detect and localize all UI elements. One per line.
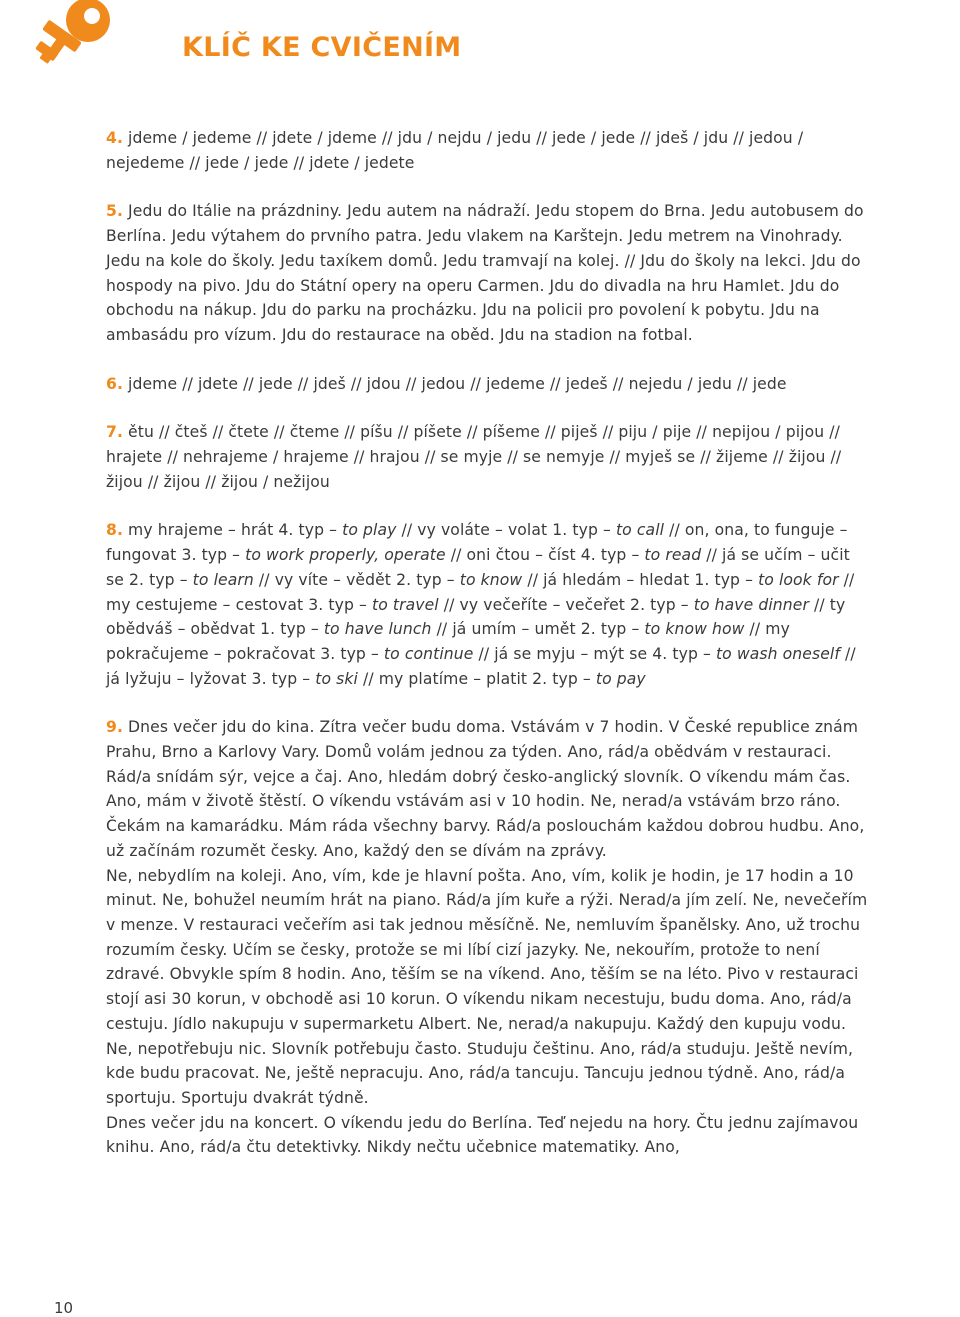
exercise-paragraph: Dnes večer jdu do kina. Zítra večer budu doma. Vstávám v 7 hodin. V České republice znám Prahu, Brno a Karlovy Vary. Domů volám jednou za týden. Ano, rád/a obědvám v restauraci. Rád/a snídám sýr, vejce a čaj. Ano, hledám dobrý česko-anglický slovník. O víkendu mám čas. Ano, mám v životě štěstí. O víkendu vstávám asi v 10 hodin. Ne, nerad/a vstávám brzo ráno. Čekám na kamarádku. Mám ráda všechny barvy. Rád/a poslouchám každou dobrou hudbu. Ano, už začínám rozumět česky. Ano, každý den se dívám na zprávy. xyxy=(106,718,865,860)
exercise-7 xyxy=(106,420,870,494)
exercise-number: 5. xyxy=(106,202,123,221)
english-gloss: to play xyxy=(342,521,397,540)
page-number: 10 xyxy=(54,1299,74,1317)
english-gloss: to work properly, operate xyxy=(245,546,446,565)
key-icon xyxy=(22,0,118,66)
exercise-text: // ty obědváš – obědvat 1. typ – xyxy=(106,595,846,639)
english-gloss: to know xyxy=(459,570,523,589)
exercise-text: ětu // čteš // čtete // čteme // píšu // píšete // píšeme // piješ // piju / pije // nepijou / pijou // hrajete // nehrajeme / hrajeme // hrajou // se myje // se nemyje // myješ se // žijeme // žijou // žijou // žijou // žijou / nežijou xyxy=(106,423,842,491)
english-gloss: to wash oneself xyxy=(715,644,840,663)
exercise-list xyxy=(106,126,870,1184)
english-gloss: to pay xyxy=(595,669,646,688)
exercise-9 xyxy=(106,715,870,1160)
exercise-8 xyxy=(106,518,870,691)
exercise-text: // my cestujeme – cestovat 3. typ – xyxy=(106,570,855,614)
exercise-number: 9. xyxy=(106,718,123,737)
english-gloss: to learn xyxy=(192,570,254,589)
english-gloss: to read xyxy=(644,546,702,565)
exercise-text: jdeme // jdete // jede // jdeš // jdou // jedou // jedeme // jedeš // nejedu / jedu // jede xyxy=(128,374,787,393)
exercise-text: // já lyžuju – lyžovat 3. typ – xyxy=(106,644,856,688)
exercise-text: // já se myju – mýt se 4. typ – xyxy=(473,644,716,663)
exercise-text: jdeme / jedeme // jdete / jdeme // jdu / nejdu / jedu // jede / jede // jdeš / jdu // jedou / nejedeme // jede / jede // jdete / jedete xyxy=(106,129,804,172)
english-gloss: to look for xyxy=(758,570,839,589)
exercise-6 xyxy=(106,372,870,397)
exercise-text: // oni čtou – číst 4. typ – xyxy=(445,546,645,565)
exercise-number: 6. xyxy=(106,374,123,393)
exercise-text: // já hledám – hledat 1. typ – xyxy=(522,570,759,589)
english-gloss: to know how xyxy=(644,620,745,639)
english-gloss: to ski xyxy=(315,669,358,688)
exercise-text: my hrajeme – hrát 4. typ – xyxy=(128,521,343,540)
english-gloss: to call xyxy=(615,521,665,540)
exercise-5 xyxy=(106,199,870,347)
exercise-number: 4. xyxy=(106,129,123,147)
exercise-text: Jedu do Itálie na prázdniny. Jedu autem na nádraží. Jedu stopem do Brna. Jedu autobusem do Berlína. Jedu výtahem do prvního patra. Jedu vlakem na Karštejn. Jedu metrem na Vinohrady. Jedu na kole do školy. Jedu taxíkem domů. Jedu tramvají na kolej. // Jdu do školy na lekci. Jdu do hospody na pivo. Jdu do Státní opery na operu Carmen. Jdu do divadla na hru Hamlet. Jdu do obchodu na nákup. Jdu do parku na procházku. Jdu na policii pro povolení k pobytu. Jdu na ambasádu pro vízum. Jdu do restaurace na oběd. Jdu na stadion na fotbal. xyxy=(106,202,864,344)
english-gloss: to travel xyxy=(371,595,439,614)
english-gloss: to have lunch xyxy=(323,620,432,639)
exercise-text: // já umím – umět 2. typ – xyxy=(431,620,645,639)
exercise-paragraph: Ne, nebydlím na koleji. Ano, vím, kde je hlavní pošta. Ano, vím, kolik je hodin, je 17 hodin a 10 minut. Ne, bohužel neumím hrát na piano. Rád/a jím kuře a rýži. Nerad/a jím zelí. Ne, nevečeřím v menze. V restauraci večeřím asi tak jednou měsíčně. Ne, nemluvím španělsky. Ano, už trochu rozumím česky. Učím se česky, protože se mi líbí cizí jazyky. Ne, nekouřím, protože to není zdravé. Obvykle spím 8 hodin. Ano, těším se na víkend. Ano, těším se na léto. Pivo v restauraci stojí asi 30 korun, v obchodě asi 10 korun. O víkendu nikam necestuju, budu doma. Ano, rád/a cestuju. Jídlo nakupuju v supermarketu Albert. Ne, nerad/a nakupuju. Každý den kupuju vodu. Ne, nepotřebuju nic. Slovník potřebuju často. Studuju češtinu. Ano, rád/a studuju. Ještě nevím, kde budu pracovat. Ne, ještě nepracuju. Ano, rád/a tancuju. Tancuju jednou týdně. Ano, rád/a sportuju. Sportuju dvakrát týdně. xyxy=(106,866,868,1107)
exercise-text: // vy víte – vědět 2. typ – xyxy=(253,570,460,589)
exercise-number: 8. xyxy=(106,521,123,540)
exercise-text: // my pokračujeme – pokračovat 3. typ – xyxy=(106,620,790,663)
exercise-number: 7. xyxy=(106,423,123,442)
exercise-paragraph: Dnes večer jdu na koncert. O víkendu jedu do Berlína. Teď nejedu na hory. Čtu jednu zajímavou knihu. Ano, rád/a čtu detektivky. Nikdy nečtu učebnice matematiky. Ano, xyxy=(106,1113,859,1157)
exercise-text: // on, ona, to funguje – fungovat 3. typ – xyxy=(106,521,848,565)
exercise-text: // vy voláte – volat 1. typ – xyxy=(396,521,616,540)
exercise-text: // my platíme – platit 2. typ – xyxy=(357,669,596,688)
exercise-text: // vy večeříte – večeřet 2. typ – xyxy=(438,595,694,614)
page-title: KLÍČ KE CVIČENÍM xyxy=(182,32,462,63)
exercise-4 xyxy=(106,126,870,175)
exercise-text: // já se učím – učit se 2. typ – xyxy=(106,546,850,589)
english-gloss: to have dinner xyxy=(693,595,809,614)
english-gloss: to continue xyxy=(383,644,474,663)
